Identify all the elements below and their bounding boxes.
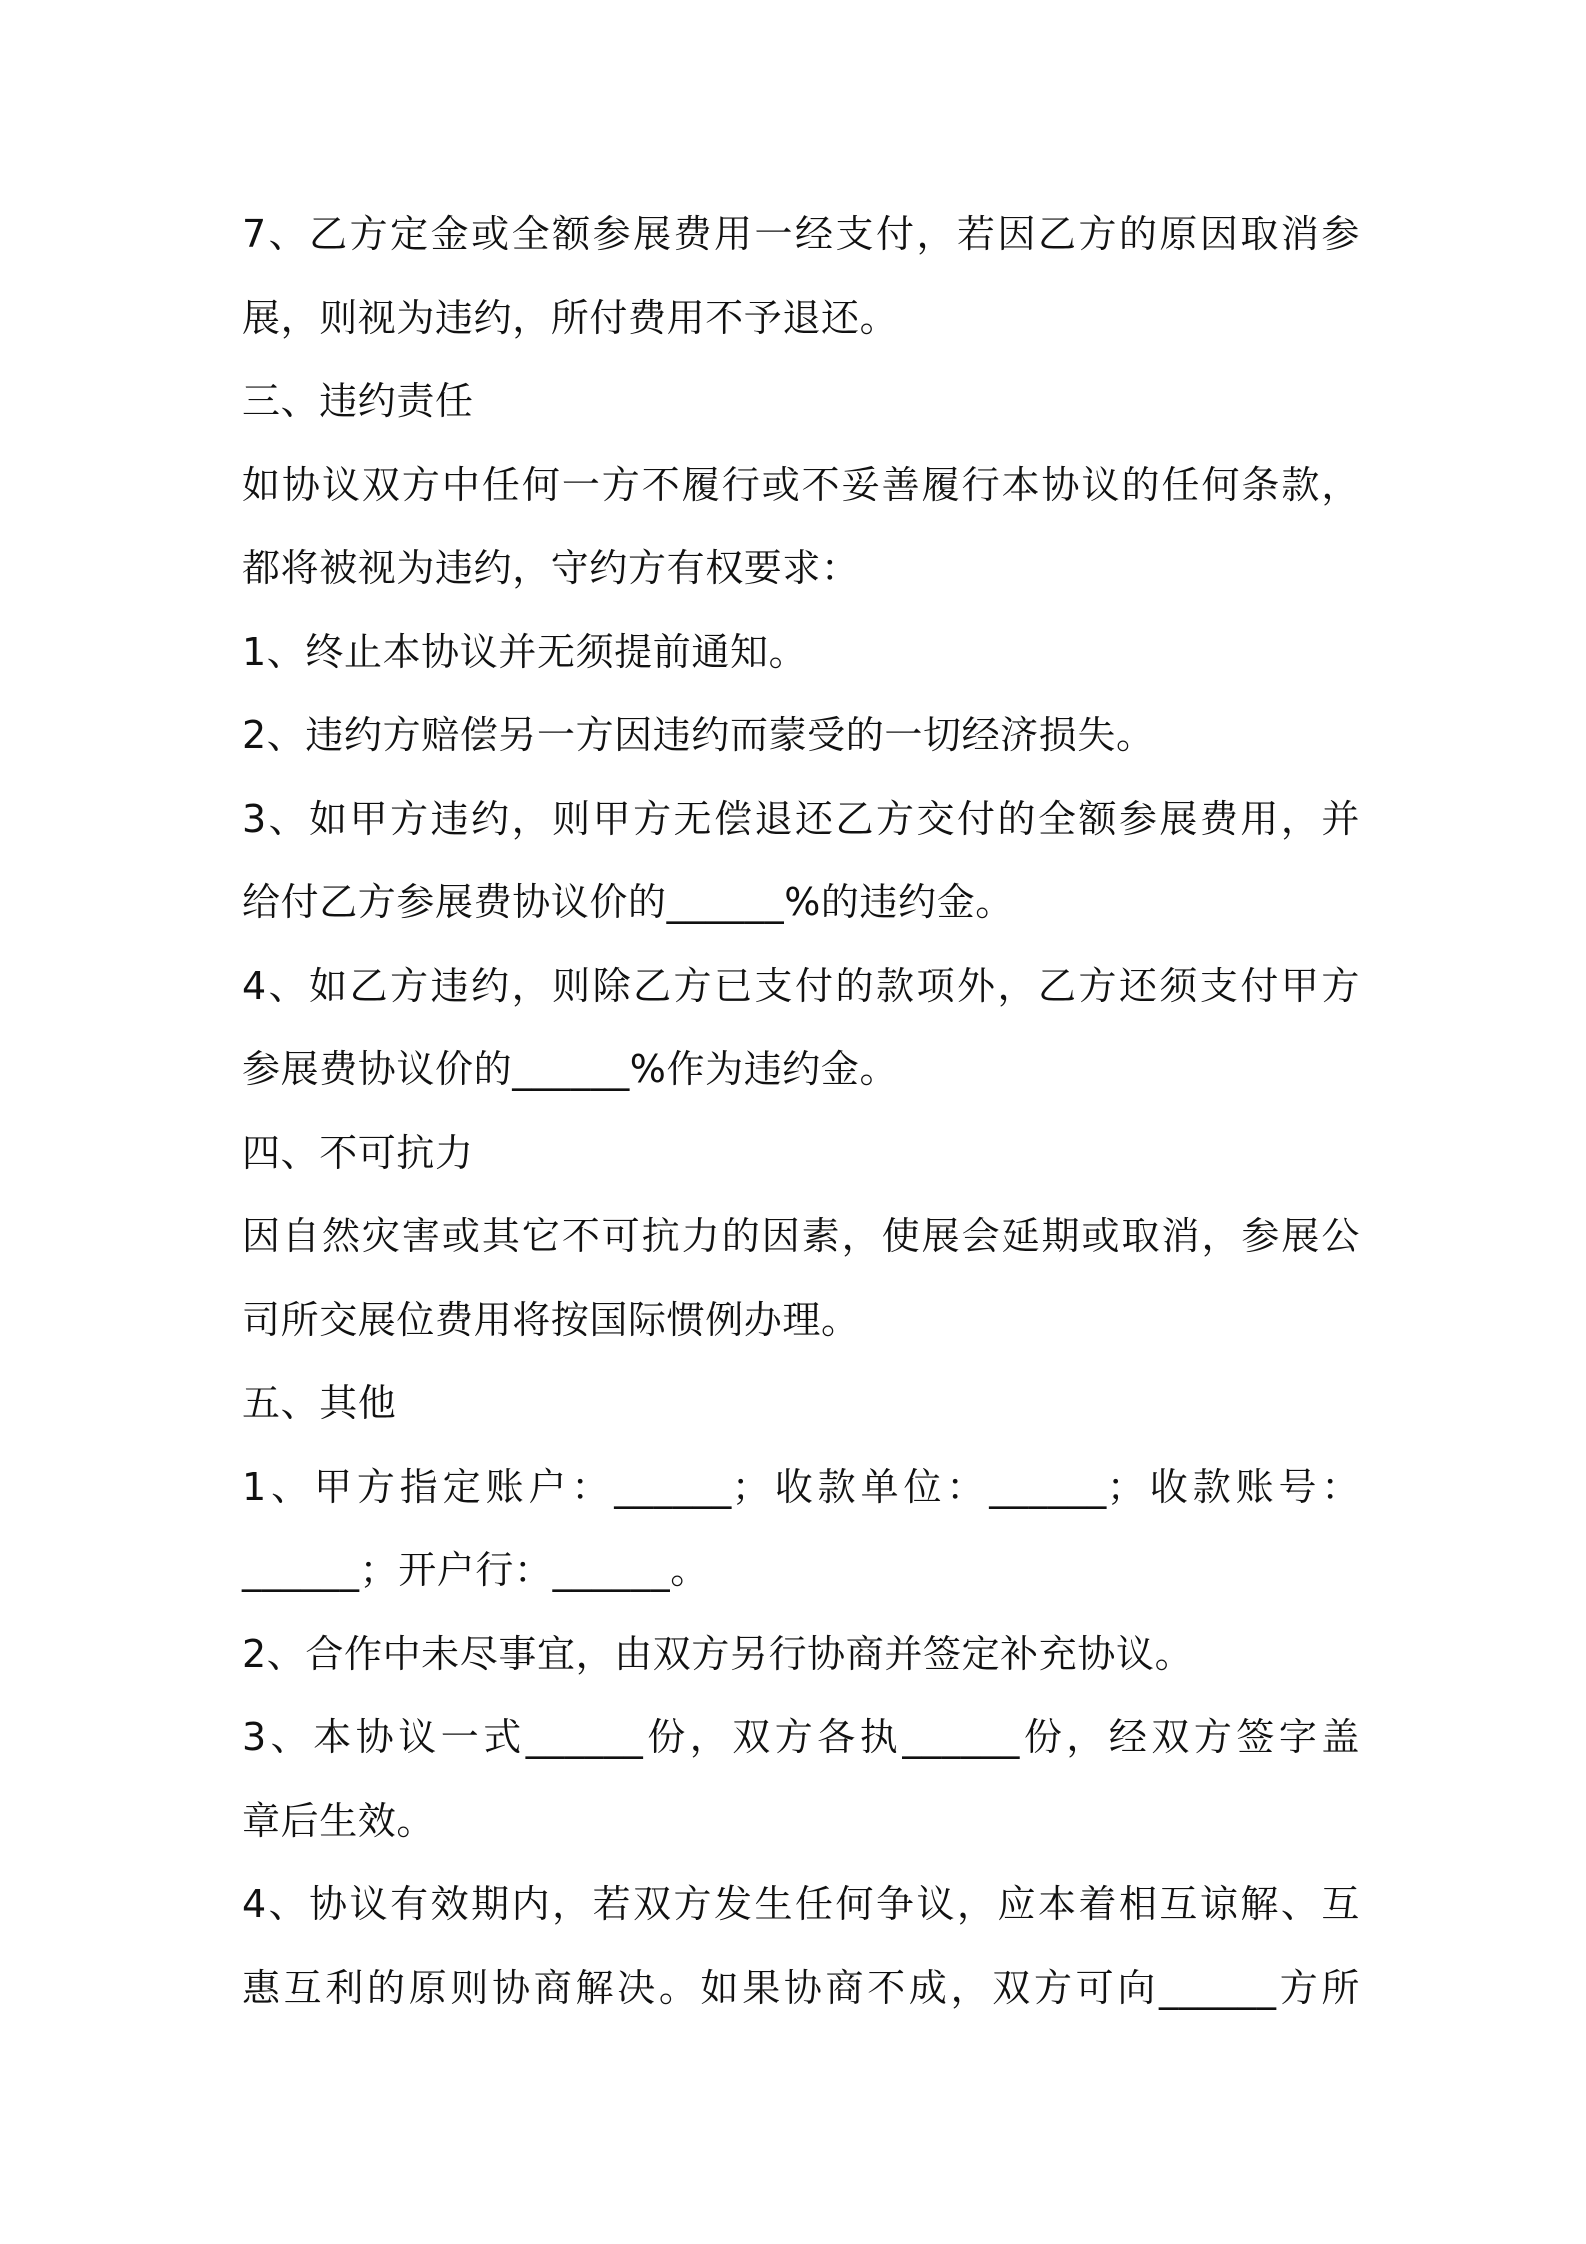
list-item: 1、甲方指定账户：______；收款单位：______；收款账号： xyxy=(242,1464,1360,1509)
list-item: 3、如甲方违约，则甲方无偿退还乙方交付的全额参展费用，并 xyxy=(242,796,1360,841)
section-heading: 四、不可抗力 xyxy=(242,1130,474,1175)
text-line: 如协议双方中任何一方不履行或不妥善履行本协议的任何条款， xyxy=(242,462,1360,507)
text-line: ______；开户行：______。 xyxy=(242,1548,709,1592)
list-item: 4、协议有效期内，若双方发生任何争议，应本着相互谅解、互 xyxy=(242,1882,1360,1926)
text-line: 给付乙方参展费协议价的______%的违约金。 xyxy=(242,880,1014,924)
list-item: 2、合作中未尽事宜，由双方另行协商并签定补充协议。 xyxy=(242,1631,1194,1676)
text-line: 因自然灾害或其它不可抗力的因素，使展会延期或取消，参展公 xyxy=(242,1214,1360,1258)
text-line: 参展费协议价的______%作为违约金。 xyxy=(242,1047,899,1091)
text-line: 展，则视为违约，所付费用不予退还。 xyxy=(242,295,899,340)
text-line: 章后生效。 xyxy=(242,1798,436,1843)
section-heading: 三、违约责任 xyxy=(242,379,474,423)
list-item: 2、违约方赔偿另一方因违约而蒙受的一切经济损失。 xyxy=(242,713,1155,757)
list-item: 4、如乙方违约，则除乙方已支付的款项外，乙方还须支付甲方 xyxy=(242,963,1360,1008)
text-line: 惠互利的原则协商解决。如果协商不成，双方可向______方所 xyxy=(242,1965,1360,2010)
text-line: 7、乙方定金或全额参展费用一经支付，若因乙方的原因取消参 xyxy=(242,212,1360,256)
list-item: 1、终止本协议并无须提前通知。 xyxy=(242,629,808,674)
document-body xyxy=(242,193,1360,2030)
list-item: 3、本协议一式______份，双方各执______份，经双方签字盖 xyxy=(242,1715,1360,1759)
text-line: 都将被视为违约，守约方有权要求： xyxy=(242,546,860,590)
section-heading: 五、其他 xyxy=(242,1381,397,1425)
text-line: 司所交展位费用将按国际惯例办理。 xyxy=(242,1297,860,1342)
